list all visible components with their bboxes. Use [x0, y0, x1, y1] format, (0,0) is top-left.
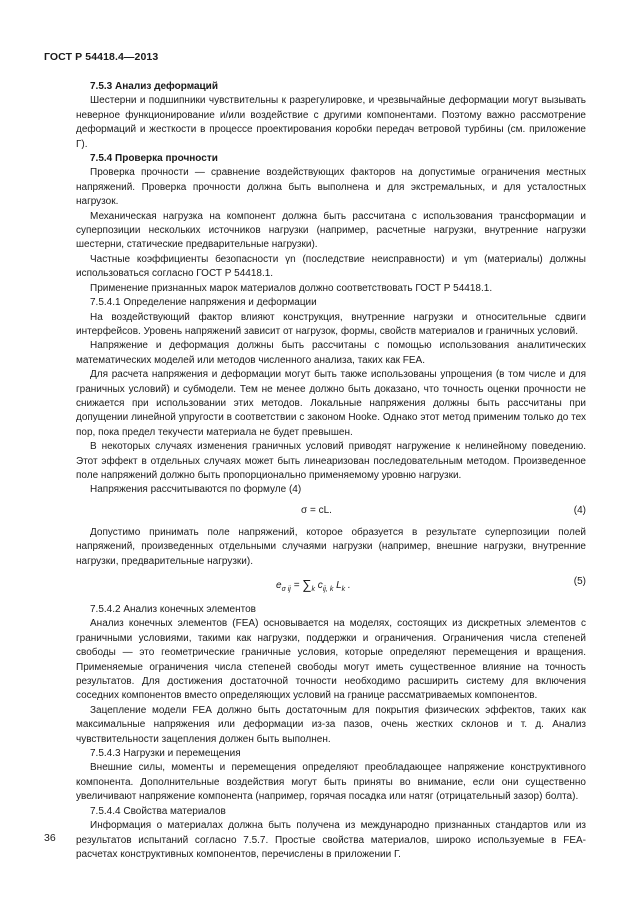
- heading-7-5-4-2: 7.5.4.2 Анализ конечных элементов: [90, 604, 256, 615]
- paragraph: На воздействующий фактор влияют конструкция, внутренние нагрузки и относительные сдвиги интерфейсов. Уровень напряжений зависит от нагрузок, формы, свойств материалов и граничных условий.: [76, 311, 586, 337]
- heading-7-5-4-1: 7.5.4.1 Определение напряжения и деформации: [90, 297, 317, 309]
- paragraph: Внешние силы, моменты и перемещения определяют преобладающее напряжение конструктивного компонента. Дополнительные воздействия могут быть приняты во внимание, если они существенно увеличивают напряжение компонента (например, горячая посадка или натяг (отрицательный зазор) болта).: [76, 762, 586, 803]
- heading-7-5-4-4: 7.5.4.4 Свойства материалов: [90, 805, 226, 817]
- formula-5-number: (5): [573, 576, 586, 587]
- formula-4-expression: σ = cL.: [301, 504, 332, 516]
- paragraph: Зацепление модели FEA должно быть достаточным для покрытия физических эффектов, таких как максимальные напряжения или деформации из-за пазов, очень жестких склонов и т. д. Анализ чувствительности зацепления должен быть выполнен.: [76, 704, 586, 745]
- paragraph: Напряжения рассчитываются по формуле (4): [90, 484, 302, 496]
- formula-5: [76, 571, 586, 599]
- paragraph: Механическая нагрузка на компонент должна быть рассчитана с использования трансформации и суперпозиции нескольких источников нагрузки (например, расчетные нагрузки, внутренние нагрузки шестерни, статические предварительные нагрузки).: [76, 210, 586, 251]
- paragraph: Информация о материалах должна быть получена из международно признанных стандартов или из результатов испытаний согласно 7.5.7. Простые свойства материалов, широко используемые в FEA-расчетах конструктивных компонентов, перечислены в приложении Г.: [76, 820, 586, 860]
- paragraph: Напряжение и деформация должны быть рассчитаны с помощью использования аналитических математических моделей или методов численного анализа, таких как FEA.: [76, 340, 586, 366]
- formula-4: [76, 500, 586, 522]
- heading-7-5-4: 7.5.4 Проверка прочности: [90, 153, 218, 165]
- paragraph: Применение признанных марок материалов должно соответствовать ГОСТ Р 54418.1.: [90, 282, 493, 294]
- formula-5-expression: $e_{\sigma ij} = \sum_k$ $c_{ij, k}$ $L_k$ .: [276, 577, 351, 593]
- page-number: 36: [44, 832, 56, 844]
- page-content: [76, 80, 586, 862]
- paragraph: В некоторых случаях изменения граничных условий приводят нагружение к нелинейному поведению. Этот эффект в отдельных случаях может быть линеаризован последовательным методом. Произведенное поле напряжений должно быть пропорционально применяемому уровню нагрузки.: [76, 441, 586, 481]
- paragraph: Допустимо принимать поле напряжений, которое образуется в результате суперпозиции полей напряжений, произведенных отдельными случаями нагрузки (например, внешние нагрузки, внутренние нагрузки, предварительные нагрузки).: [76, 526, 586, 567]
- formula-4-number: (4): [573, 504, 586, 516]
- paragraph: Для расчета напряжения и деформации могут быть также использованы упрощения (в том числе и для граничных условий) и субмодели. Тем не менее должно быть доказано, что точность оценки прочности не снижается при использовании этих методов. Локальные напряжения должны быть рассчитаны при допущении линейной упругости в соответствии с законом Hooke. Однако этот метод применим только до тех пор, пока предел текучести материала не будет превышен.: [76, 369, 586, 438]
- heading-7-5-3: 7.5.3 Анализ деформаций: [90, 81, 218, 92]
- paragraph: Шестерни и подшипники чувствительны к разрегулировке, и чрезвычайные деформации могут вызывать неверное функционирование и/или воздействие с другими компонентами. Поэтому важно рассмотрение деформаций и жесткости в процессе проектирования коробки передач ветровой турбины (см. приложение Г).: [76, 95, 586, 150]
- document-header: ГОСТ Р 54418.4—2013: [44, 51, 159, 63]
- paragraph: Анализ конечных элементов (FEA) основывается на моделях, состоящих из дискретных элементов с граничными условиями, такими как нагрузки, поддержки и ограничения. Ограничения числа степеней свободы — это геометрические граничные условия, которые определяют перемещения и вращения. Применяемые ограничения числа степеней свободы могут иметь существенное влияние на точность результатов. Для достижения достаточной точности необходимо расширить систему для включения соседних компонентов вместо определяющих условий на границе рассматриваемых компонентов.: [76, 618, 586, 702]
- paragraph: Частные коэффициенты безопасности γn (последствие неисправности) и γm (материалы) должны использоваться согласно ГОСТ Р 54418.1.: [76, 253, 586, 280]
- heading-7-5-4-3: 7.5.4.3 Нагрузки и перемещения: [90, 748, 241, 760]
- paragraph: Проверка прочности — сравнение воздействующих факторов на допустимые ограничения местных напряжений. Проверка прочности должна быть выполнена и для экстремальных, и для усталостных нагрузок.: [76, 167, 586, 208]
